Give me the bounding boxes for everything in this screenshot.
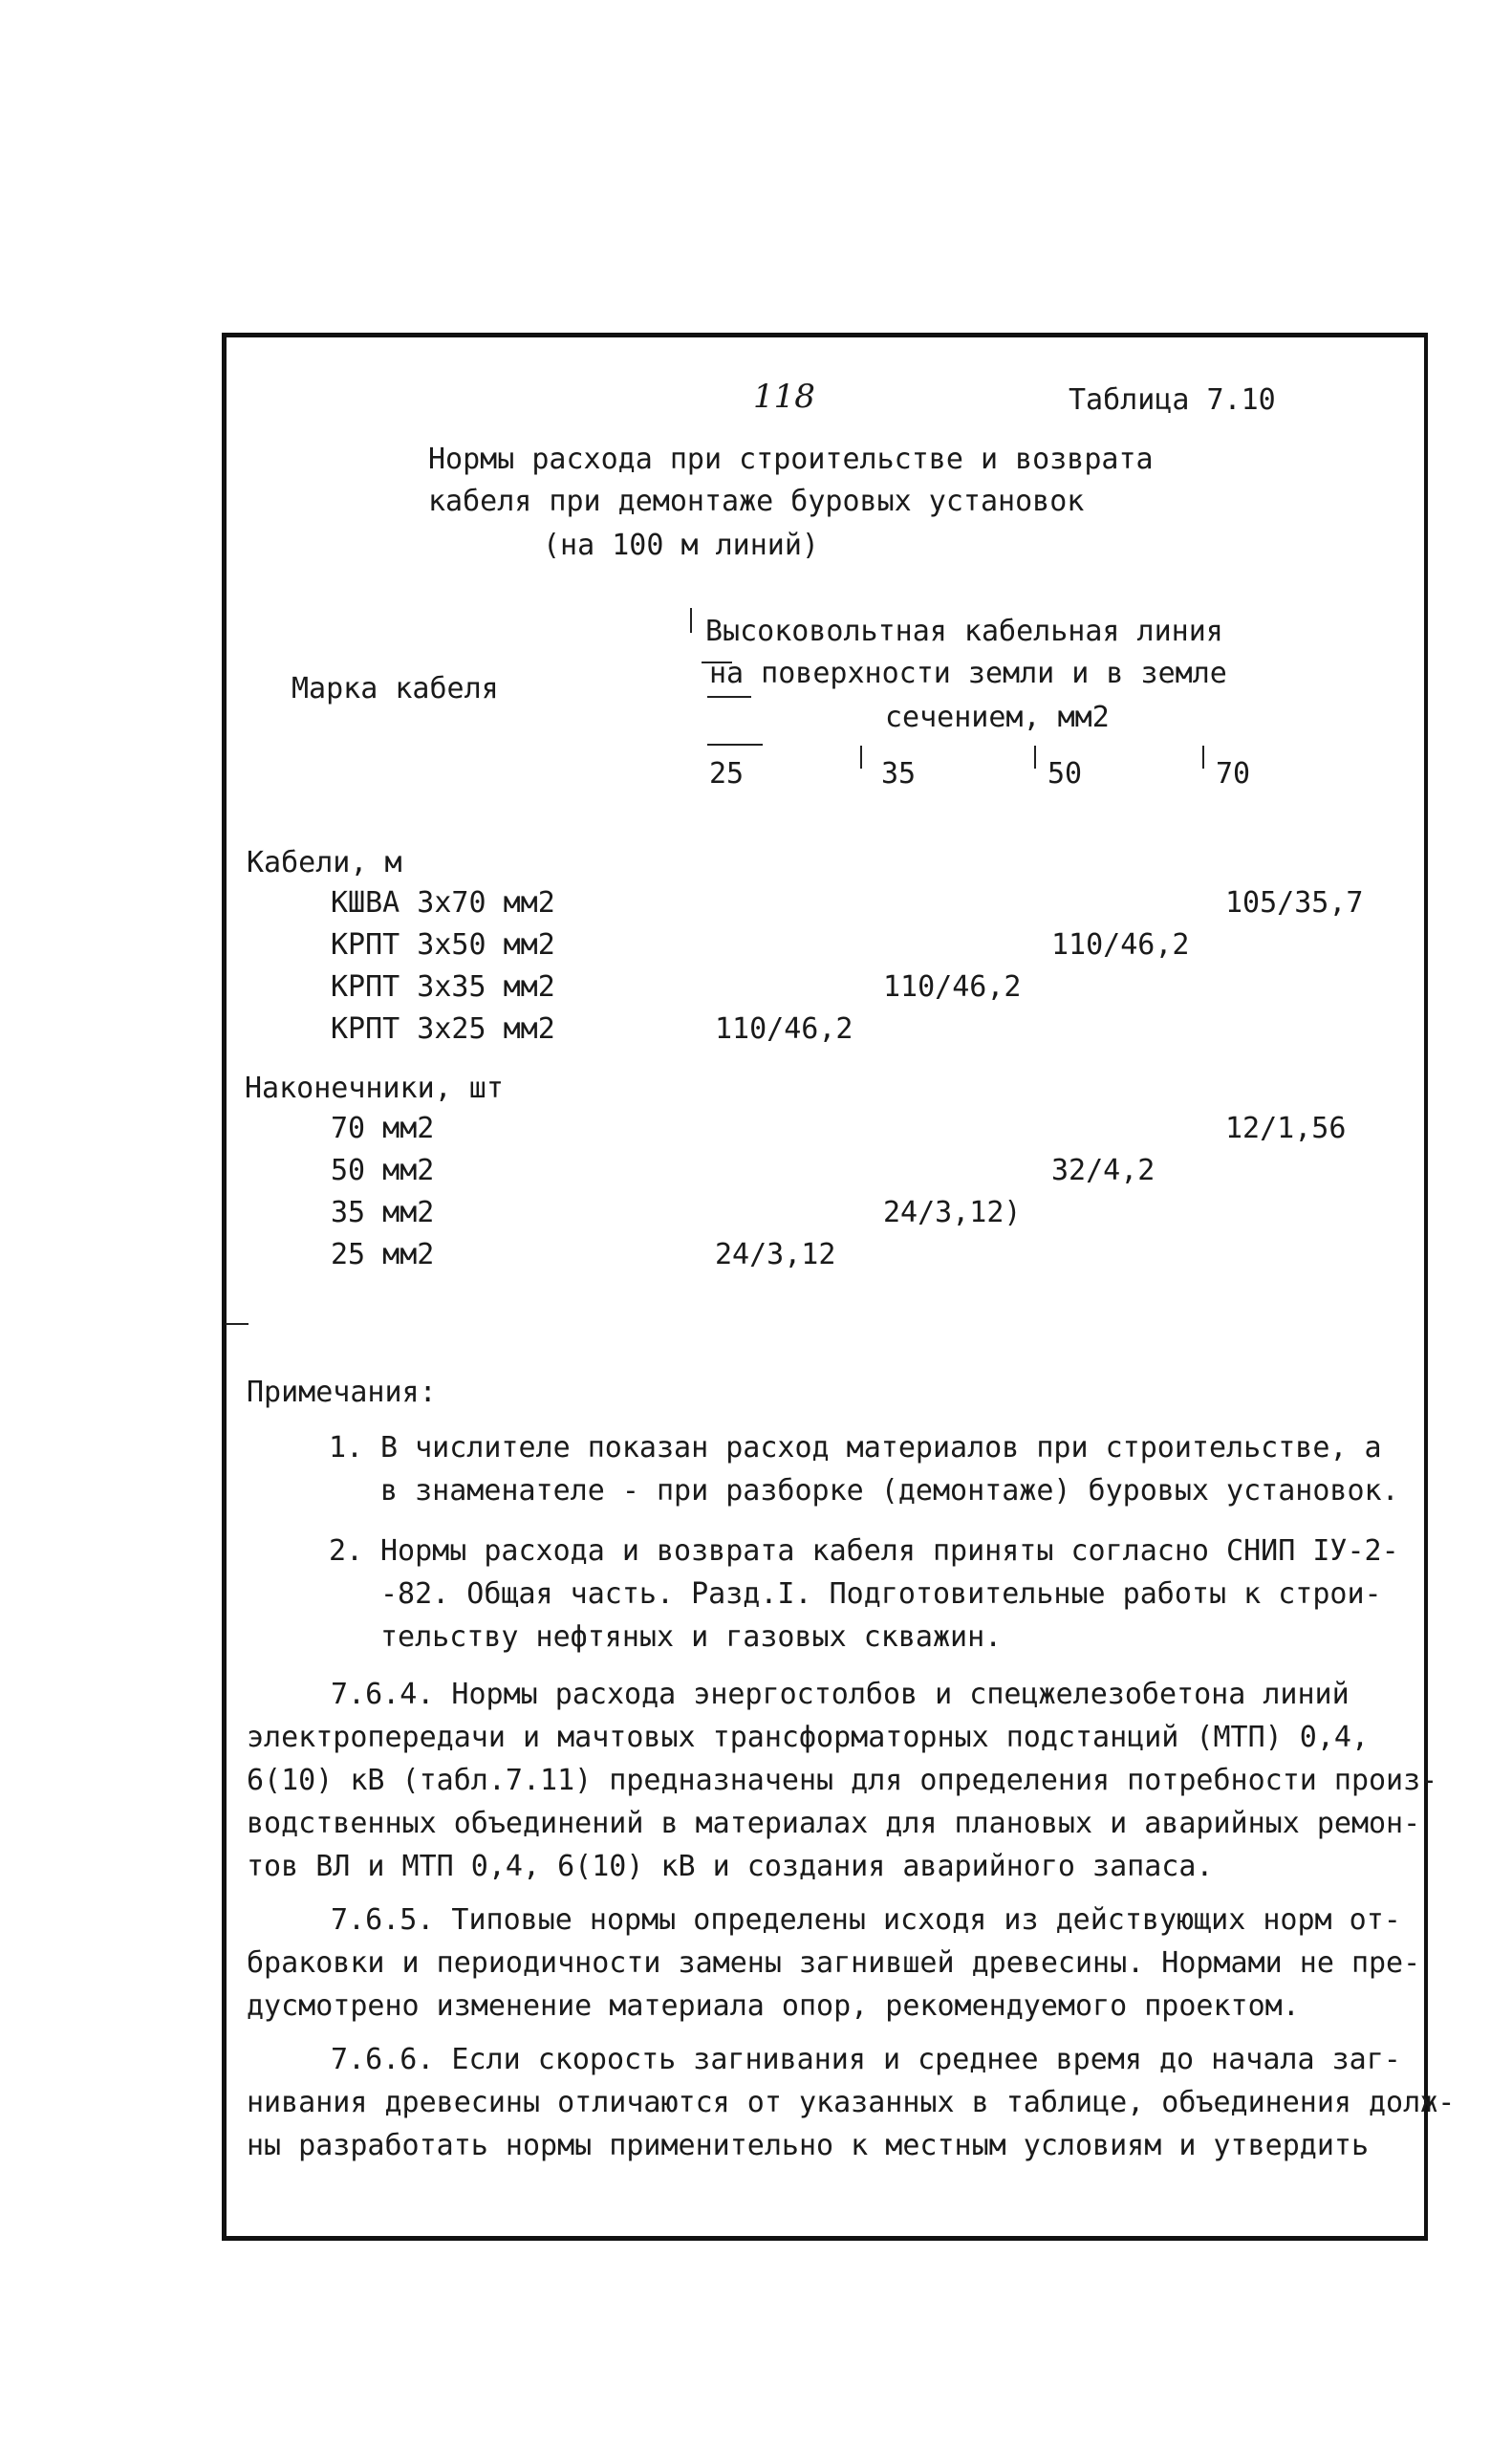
cable-row-value: 110/46,2 [883, 970, 1022, 1004]
cable-row-label: КРПТ 3х35 мм2 [331, 970, 555, 1004]
column-header-50: 50 [1048, 757, 1083, 791]
table-title-line-1: Нормы расхода при строительстве и возврата [428, 443, 1154, 476]
column-group-line-3: сечением, мм2 [885, 701, 1110, 734]
paragraph-7-6-4: 7.6.4. Нормы расхода энергостолбов и спецжелезобетона линий электропередачи и мачтовых трансформаторных подстанций (МТП) 0,4, 6(10) кВ (табл.7.11) предназначены для определения потребности произ- водственных объединений в материалах для плановых и аварийных ремон- тов ВЛ и МТП 0,4, 6(10) кВ и создания аварийного запаса. [247, 1678, 1438, 1883]
cable-row-value: 110/46,2 [715, 1012, 853, 1046]
column-group-line-1: Высоковольтная кабельная линия [705, 615, 1223, 648]
page-number: 118 [753, 378, 815, 416]
paragraph-7-6-5: 7.6.5. Типовые нормы определены исходя из действующих норм от- браковки и периодичности замены загнившей древесины. Нормами не пре- дусмотрено изменение материала опор, рекомендуемого проектом. [247, 1903, 1421, 2023]
cable-row-label: КРПТ 3х50 мм2 [331, 928, 555, 962]
lug-row-label: 50 мм2 [331, 1154, 435, 1187]
column-group-divider [690, 608, 692, 633]
column-header-35: 35 [881, 757, 917, 791]
table-label: Таблица 7.10 [1069, 383, 1276, 417]
section-cables: Кабели, м [247, 846, 402, 879]
column-divider [1034, 746, 1036, 769]
lug-row-label: 35 мм2 [331, 1196, 435, 1229]
notes-heading: Примечания: [247, 1376, 437, 1409]
lug-row-label: 25 мм2 [331, 1238, 435, 1271]
column-header-70: 70 [1216, 757, 1251, 791]
note-text: Нормы расхода и возврата кабеля приняты согласно СНИП IУ-2- -82. Общая часть. Разд.I. Подготовительные работы к строи- тельству нефтяных и газовых скважин. [380, 1534, 1399, 1654]
cable-row-value: 105/35,7 [1225, 886, 1364, 920]
note-number: 1. [329, 1431, 364, 1465]
lug-row-value: 12/1,56 [1225, 1112, 1347, 1145]
cable-row-value: 110/46,2 [1051, 928, 1190, 962]
lug-row-value: 24/3,12 [715, 1238, 836, 1271]
lug-row-label: 70 мм2 [331, 1112, 435, 1145]
note-text: В числителе показан расход материалов при строительстве, а в знаменателе - при разборке (демонтаже) буровых установок. [380, 1431, 1399, 1508]
cable-row-label: КШВА 3х70 мм2 [331, 886, 555, 920]
table-title-line-3: (на 100 м линий) [543, 529, 819, 562]
column-group-line-2: на поверхности земли и в земле [709, 657, 1227, 690]
lug-row-value: 32/4,2 [1051, 1154, 1156, 1187]
row-header: Марка кабеля [292, 672, 499, 705]
table-end-mark [226, 1323, 248, 1325]
header-underline [707, 696, 751, 698]
column-divider [860, 746, 862, 769]
paragraph-7-6-6: 7.6.6. Если скорость загнивания и среднее время до начала заг- нивания древесины отличаются от указанных в таблице, объединения долж- ны разработать нормы применительно к местным условиям и утвердить [247, 2043, 1456, 2162]
header-underline-2 [707, 744, 763, 746]
column-divider [1202, 746, 1204, 769]
lug-row-value: 24/3,12) [883, 1196, 1022, 1229]
table-title-line-2: кабеля при демонтаже буровых установок [428, 485, 1085, 518]
section-lugs: Наконечники, шт [245, 1072, 504, 1105]
cable-row-label: КРПТ 3х25 мм2 [331, 1012, 555, 1046]
column-header-25: 25 [709, 757, 745, 791]
note-number: 2. [329, 1534, 364, 1568]
